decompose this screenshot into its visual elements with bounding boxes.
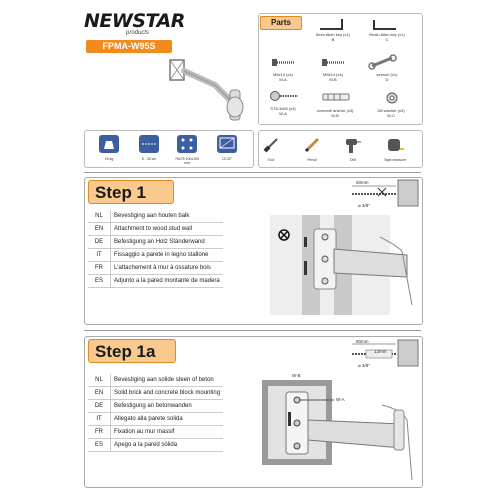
lang-code: ES bbox=[88, 275, 111, 288]
part-b-id: B bbox=[331, 37, 335, 42]
model-badge: FPMA-W95S bbox=[86, 40, 172, 53]
lang-code: IT bbox=[88, 249, 111, 262]
screen-size-icon bbox=[216, 134, 238, 154]
product-image bbox=[160, 55, 260, 130]
step1a-dim-diameter: ⌀ 3/8" bbox=[358, 363, 370, 368]
lang-row bbox=[88, 387, 223, 400]
part-wc-id: W-C bbox=[387, 113, 395, 118]
spec-distance: 8 - 30 cm bbox=[141, 157, 157, 161]
lang-row bbox=[88, 413, 223, 426]
lang-row bbox=[88, 236, 223, 249]
lang-code: NL bbox=[88, 374, 111, 387]
lang-text: Attachment to wood stud wall bbox=[111, 223, 223, 236]
part-c-id: C bbox=[385, 37, 389, 42]
lang-code: IT bbox=[88, 413, 111, 426]
pencil-icon bbox=[303, 136, 321, 154]
spec-weight: 15 kg bbox=[104, 157, 114, 161]
lang-row bbox=[88, 439, 223, 452]
lang-row bbox=[88, 275, 223, 288]
step1a-title: Step 1a bbox=[88, 339, 176, 363]
lang-row bbox=[88, 374, 223, 387]
part-wb-id: W-B bbox=[331, 113, 339, 118]
step1a-dim-width: 12mm bbox=[374, 349, 387, 354]
tool-drill: Drill bbox=[349, 158, 357, 162]
label-wa: W-A bbox=[336, 397, 345, 402]
screw-ma-icon bbox=[272, 58, 296, 68]
part-mb-label: M5x14 (x4) bbox=[322, 72, 343, 77]
lang-row bbox=[88, 210, 223, 223]
wrench-icon bbox=[368, 54, 398, 70]
lang-code: EN bbox=[88, 387, 111, 400]
step1a-dim-depth: 80mm bbox=[356, 339, 369, 344]
step1-drill-detail bbox=[340, 178, 420, 208]
logo-star: STAR bbox=[132, 10, 185, 32]
lang-text: Allegato alla parete solida bbox=[111, 413, 224, 426]
spec-vesa: 75x75 100x100 mm bbox=[175, 157, 199, 165]
step1-languages bbox=[88, 210, 223, 288]
lang-code: EN bbox=[88, 223, 111, 236]
step1-wall-illustration bbox=[262, 215, 420, 320]
part-c-label: Brush Allen key (x1) bbox=[369, 32, 405, 37]
divider-1 bbox=[84, 172, 421, 173]
lang-text: Bevestiging aan solide steen of beton bbox=[111, 374, 224, 387]
step1a-languages bbox=[88, 374, 223, 452]
lang-row bbox=[88, 426, 223, 439]
step1-title: Step 1 bbox=[88, 180, 174, 204]
lang-row bbox=[88, 249, 223, 262]
lang-text: Bevestiging aan houten balk bbox=[111, 210, 223, 223]
tool-tool: Tool bbox=[267, 158, 275, 162]
washer-icon bbox=[386, 92, 398, 104]
part-mb-id: M-B bbox=[329, 77, 337, 82]
lang-text: Adjunto a la pared montante de madera bbox=[111, 275, 223, 288]
step1a-wall-illustration bbox=[262, 380, 420, 484]
lang-row bbox=[88, 262, 223, 275]
spec-screen-size: 10-32" bbox=[221, 157, 233, 161]
lang-text: Solid brick and concrete block mounting bbox=[111, 387, 224, 400]
tape-measure-icon bbox=[386, 136, 404, 154]
tool-tape-measure: Tape measure bbox=[383, 158, 407, 162]
lang-code: DE bbox=[88, 400, 111, 413]
allen-key-b-icon bbox=[318, 17, 348, 33]
lang-text: Befestigung an Holz Ständerwand bbox=[111, 236, 223, 249]
part-b-label: 5mm Allen key (x1) bbox=[315, 32, 350, 37]
brand-logo bbox=[84, 10, 185, 32]
distance-icon bbox=[138, 134, 160, 154]
step1-dim-depth: 50mm bbox=[356, 180, 369, 185]
parts-title: Parts bbox=[260, 16, 302, 30]
part-ma-id: M-A bbox=[279, 77, 287, 82]
part-ma-label: M5x14 (x4) bbox=[272, 72, 293, 77]
lang-code: NL bbox=[88, 210, 111, 223]
lang-text: Fissaggio a parete in legno stallone bbox=[111, 249, 223, 262]
lang-code: FR bbox=[88, 262, 111, 275]
lang-row bbox=[88, 400, 223, 413]
lang-code: FR bbox=[88, 426, 111, 439]
lang-text: Apego a la pared sólida bbox=[111, 439, 224, 452]
part-wb-label: concrete anchor (x3) bbox=[316, 108, 354, 113]
allen-key-c-icon bbox=[370, 17, 400, 33]
logo-subtitle: products bbox=[126, 30, 150, 36]
lang-text: Befestigung an betonwanden bbox=[111, 400, 224, 413]
drill-icon bbox=[344, 136, 362, 154]
part-d-id: D bbox=[385, 77, 389, 82]
weight-icon bbox=[98, 134, 120, 154]
part-wc-label: D8 washer (x4) bbox=[377, 108, 405, 113]
label-wb: W-B bbox=[292, 373, 301, 378]
part-wa-label: ST8-3x55 (x3) bbox=[270, 106, 296, 111]
divider-2 bbox=[84, 330, 421, 331]
part-wa-id: W-A bbox=[279, 111, 287, 116]
wood-screw-icon bbox=[270, 90, 300, 102]
part-d-label: wrench (x1) bbox=[376, 72, 398, 77]
screw-mb-icon bbox=[322, 58, 346, 68]
lang-code: DE bbox=[88, 236, 111, 249]
lang-code: ES bbox=[88, 439, 111, 452]
step1-dim-diameter: ⌀ 3/8" bbox=[358, 203, 370, 208]
logo-new: NEW bbox=[84, 10, 133, 32]
tool-pencil: Pencil bbox=[307, 158, 317, 162]
vesa-icon bbox=[176, 134, 198, 154]
lang-text: L'attachement à mur à ossature bois bbox=[111, 262, 223, 275]
screwdriver-icon bbox=[262, 136, 280, 154]
lang-text: Fixation au mur massif bbox=[111, 426, 224, 439]
lang-row bbox=[88, 223, 223, 236]
concrete-anchor-icon bbox=[322, 92, 352, 102]
